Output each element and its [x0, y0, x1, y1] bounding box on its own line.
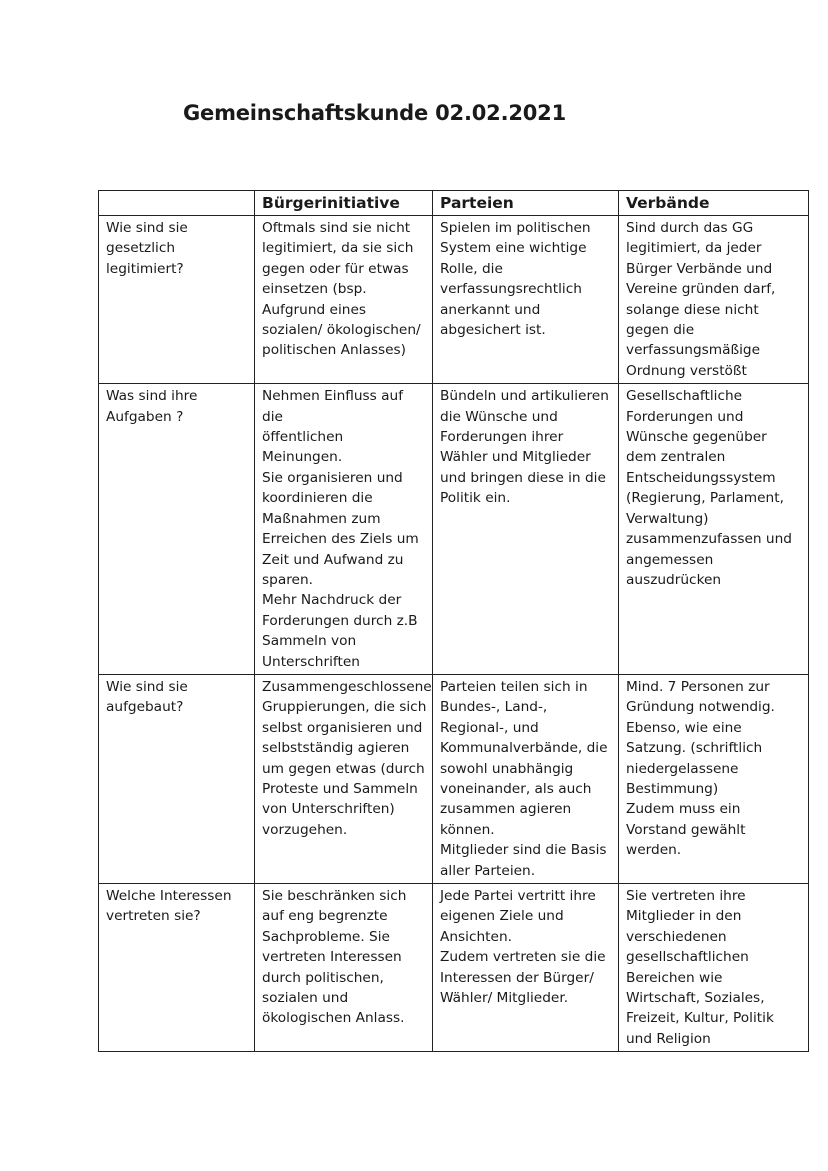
parteien-cell: Parteien teilen sich in Bundes-, Land-, Regional-, und Kommunalverbände, die sowohl unabhängig voneinander, als auch zusammen agieren können. Mitglieder sind die Basis aller Parteien. — [433, 674, 619, 883]
buergerinitiative-cell: Zusammengeschlossene Gruppierungen, die sich selbst organisieren und selbstständig agieren um gegen etwas (durch Proteste und Sammeln von Unterschriften) vorzugehen. — [255, 674, 433, 883]
header-cell-verbaende: Verbände — [619, 191, 809, 216]
comparison-table — [98, 190, 809, 1052]
buergerinitiative-cell: Oftmals sind sie nicht legitimiert, da sie sich gegen oder für etwas einsetzen (bsp. Aufgrund eines sozialen/ ökologischen/ politischen Anlasses) — [255, 216, 433, 384]
table-row — [99, 674, 809, 883]
parteien-cell: Spielen im politischen System eine wichtige Rolle, die verfassungsrechtlich anerkannt und abgesichert ist. — [433, 216, 619, 384]
buergerinitiative-cell: Sie beschränken sich auf eng begrenzte Sachprobleme. Sie vertreten Interessen durch politischen, sozialen und ökologischen Anlass. — [255, 884, 433, 1052]
verbaende-cell: Sind durch das GG legitimiert, da jeder Bürger Verbände und Vereine gründen darf, solange diese nicht gegen die verfassungsmäßige Ordnung verstößt — [619, 216, 809, 384]
verbaende-cell: Sie vertreten ihre Mitglieder in den verschiedenen gesellschaftlichen Bereichen wie Wirtschaft, Soziales, Freizeit, Kultur, Politik und Religion — [619, 884, 809, 1052]
verbaende-cell: Mind. 7 Personen zur Gründung notwendig. Ebenso, wie eine Satzung. (schriftlich niedergelassene Bestimmung) Zudem muss ein Vorstand gewählt werden. — [619, 674, 809, 883]
table-row — [99, 884, 809, 1052]
question-cell: Was sind ihre Aufgaben ? — [99, 384, 255, 675]
question-cell: Wie sind sie aufgebaut? — [99, 674, 255, 883]
question-cell: Welche Interessen vertreten sie? — [99, 884, 255, 1052]
table-row — [99, 384, 809, 675]
parteien-cell: Bündeln und artikulieren die Wünsche und Forderungen ihrer Wähler und Mitglieder und bringen diese in die Politik ein. — [433, 384, 619, 675]
header-cell-empty — [99, 191, 255, 216]
header-cell-parteien: Parteien — [433, 191, 619, 216]
table-row — [99, 216, 809, 384]
header-cell-buergerinitiative: Bürgerinitiative — [255, 191, 433, 216]
buergerinitiative-cell: Nehmen Einfluss auf die öffentlichen Meinungen. Sie organisieren und koordinieren die Maßnahmen zum Erreichen des Ziels um Zeit und Aufwand zu sparen. Mehr Nachdruck der Forderungen durch z.B Sammeln von Unterschriften — [255, 384, 433, 675]
page-title: Gemeinschaftskunde 02.02.2021 — [183, 101, 566, 125]
verbaende-cell: Gesellschaftliche Forderungen und Wünsche gegenüber dem zentralen Entscheidungssystem (Regierung, Parlament, Verwaltung) zusammenzufassen und angemessen auszudrücken — [619, 384, 809, 675]
table-header-row — [99, 191, 809, 216]
parteien-cell: Jede Partei vertritt ihre eigenen Ziele und Ansichten. Zudem vertreten sie die Interessen der Bürger/ Wähler/ Mitglieder. — [433, 884, 619, 1052]
question-cell: Wie sind sie gesetzlich legitimiert? — [99, 216, 255, 384]
